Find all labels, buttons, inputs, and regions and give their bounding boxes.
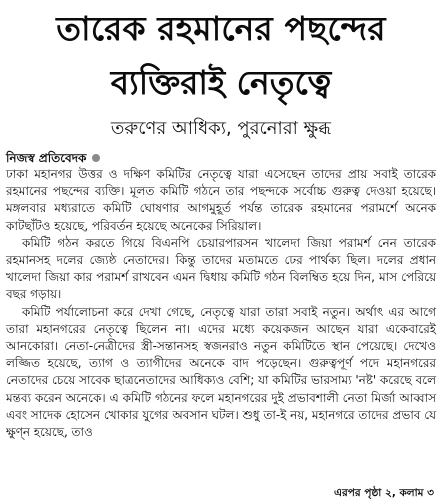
article-paragraph-1: ঢাকা মহানগর উত্তর ও দক্ষিণ কমিটির নেতৃত্বে যারা এসেছেন তাদের প্রায় সবাই তারেক রহমানের পছন্দের ব্যক্তি। মূলত কমিটি গঠনে তার পছন্দকে সর্বোচ্চ গুরুত্ব দেওয়া হয়েছে। মঙ্গলবার মধ্যরাতে কমিটি ঘোষণার আগমুহূর্ত পর্যন্ত তারেক রহমানের পরামর্শে অনেক কাটছাঁটও হয়েছে, পরিবর্তন হয়েছে অনেকের সিরিয়াল। [6,167,436,233]
headline-line-1: তারেক রহমানের পছন্দের [56,9,386,48]
byline [6,150,436,166]
bullet-dot-icon [92,154,100,162]
article-paragraph-3: কমিটি পর্যালোচনা করে দেখা গেছে, নেতৃত্বে যারা তারা সবাই নতুন। অর্থাৎ এর আগে তারা মহানগরের নেতৃত্বে ছিলেন না। এদের মধ্যে কয়েকজন আছেন যারা একেবারেই আনকোরা। নেতা-নেত্রীদের স্ত্রী-সন্তানসহ স্বজনরাও নতুন কমিটিতে স্থান পেয়েছে। দেখেও লজ্জিত হয়েছে, ত্যাগ ও ত্যাগীদের অনেকে বাদ পড়েছেন। গুরুত্বপূর্ণ পদে মহানগরের নেতাদের চেয়ে সাবেক ছাত্রনেতাদের আধিক্যও বেশি; যা কমিটির ভারসাম্য 'নষ্ট' করেছে বলে মন্তব্য করেন অনেকে। এ কমিটি গঠনের ফলে মহানগরের দুই প্রভাবশালী নেতা মির্জা আব্বাস এবং সাদেক হোসেন খোকার যুগের অবসান ঘটল। শুধু তা-ই নয়, মহানগরে তাদের প্রভাব যে ক্ষুণ্ন হয়েছে, তাও [6,304,436,440]
byline-text: নিজস্ব প্রতিবেদক [6,151,87,165]
headline-line-2: ব্যক্তিরাই নেতৃত্বে [110,63,332,102]
continuation-note: এরপর পৃষ্ঠা ২, কলাম ৩ [334,487,434,499]
subheadline: তরুণের আধিক্য, পুরনোরা ক্ষুব্ধ [110,118,332,139]
article-paragraph-2: কমিটি গঠন করতে গিয়ে বিএনপি চেয়ারপারসন খালেদা জিয়া পরামর্শ নেন তারেক রহমানসহ দলের জ্যেষ্ঠ নেতাদের। কিন্তু তাদের মতামতে ঢের পার্থক্য ছিল। দলের প্রধান খালেদা জিয়া কার পরামর্শ রাখবেন এমন দ্বিধায় কমিটি গঠন বিলম্বিত হয়ে দিন, মাস পেরিয়ে বছর গড়ায়। [6,235,436,302]
